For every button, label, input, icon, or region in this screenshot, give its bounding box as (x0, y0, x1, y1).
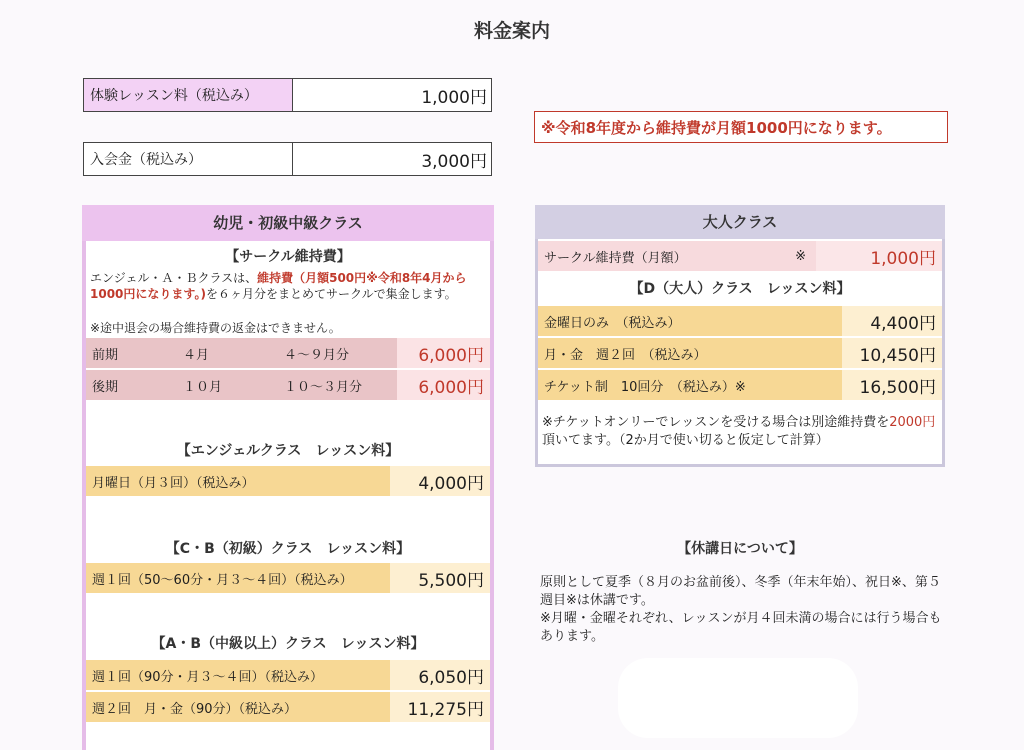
cb-fee-row (86, 563, 490, 593)
adult-panel-header: 大人クラス (535, 205, 945, 239)
kids-circle-text-1: エンジェル・Ａ・Ｂクラスは、 (90, 271, 258, 285)
holiday-text-2: ※月曜・金曜それぞれ、レッスンが月４回未満の場合には行う場合もあります。 (540, 611, 942, 644)
adult-fee-label: チケット制 10回分 （税込み）※ (538, 370, 842, 400)
period-row (86, 370, 490, 400)
ab-fee-label: 週２回 月・金（90分）（税込み） (86, 692, 390, 722)
redacted-area (618, 658, 858, 738)
kids-circle-title: 【サークル維持費】 (225, 249, 351, 265)
ticket-note (542, 414, 938, 450)
ticket-note-text-1: ※チケットオンリーでレッスンを受ける場合は別途維持費を (542, 415, 890, 430)
adult-fee-row (538, 306, 942, 336)
page-title: 料金案内 (473, 20, 550, 42)
trial-fee-value: 1,000円 (421, 87, 487, 108)
period-term: 前期 (86, 338, 177, 368)
cb-fee-value: 5,500円 (390, 563, 490, 593)
holiday-title: 【休講日について】 (677, 541, 803, 557)
adult-fee-label: 月・金 週２回 （税込み） (538, 338, 842, 368)
cb-fee-label: 週１回（50～60分・月３～４回）（税込み） (86, 563, 390, 593)
admission-fee-box (83, 142, 492, 176)
admission-fee-value: 3,000円 (421, 151, 487, 172)
adult-fee-value: 16,500円 (842, 370, 942, 400)
period-month: ４月 (177, 338, 278, 368)
adult-fee-label: 金曜日のみ （税込み） (538, 306, 842, 336)
ticket-note-text-2: 頂いてます。（2か月で使い切ると仮定して計算） (542, 433, 829, 448)
adult-circle-value: 1,000円 (816, 241, 942, 271)
adult-fee-row (538, 338, 942, 368)
adult-fee-value: 4,400円 (842, 306, 942, 336)
kids-circle-text-2: を６ヶ月分をまとめてサークルで集金します。 (205, 287, 457, 301)
notice-box: ※令和8年度から維持費が月額1000円になります。 (534, 111, 948, 143)
adult-d-class-title: 【D（大人）クラス レッスン料】 (629, 281, 851, 297)
angel-fee-value: 4,000円 (390, 466, 490, 496)
angel-fee-label: 月曜日（月３回）（税込み） (86, 466, 390, 496)
period-range: １０～３月分 (278, 370, 397, 400)
kids-panel-header: 幼児・初級中級クラス (82, 205, 494, 241)
adult-circle-row (538, 241, 942, 271)
ab-fee-row (86, 692, 490, 722)
ab-class-title: 【A・B（中級以上）クラス レッスン料】 (151, 636, 425, 652)
trial-fee-label: 体験レッスン料（税込み） (84, 79, 293, 111)
adult-fee-value: 10,450円 (842, 338, 942, 368)
ab-fee-value: 11,275円 (390, 692, 490, 722)
angel-fee-row (86, 466, 490, 496)
kids-circle-text-red: 維持費（月額500円※令和8年4月から1000円になります。) (90, 271, 467, 301)
kids-circle-note: ※途中退会の場合維持費の返金はできません。 (90, 321, 341, 335)
ab-fee-row (86, 660, 490, 690)
admission-fee-label: 入会金（税込み） (84, 143, 293, 175)
adult-circle-label: サークル維持費（月額） (544, 250, 687, 266)
period-month: １０月 (177, 370, 278, 400)
period-amount: 6,000円 (397, 338, 490, 368)
period-term: 後期 (86, 370, 177, 400)
kids-circle-description (90, 270, 486, 302)
adult-circle-mark: ※ (795, 248, 806, 264)
period-amount: 6,000円 (397, 370, 490, 400)
ab-fee-value: 6,050円 (390, 660, 490, 690)
holiday-text-1: 原則として夏季（８月のお盆前後）、冬季（年末年始）、祝日※、第５週目※は休講です。 (540, 575, 941, 608)
ticket-note-red: 2000円 (889, 415, 936, 430)
angel-class-title: 【エンジェルクラス レッスン料】 (176, 443, 400, 459)
ab-fee-label: 週１回（90分・月３～４回）（税込み） (86, 660, 390, 690)
period-range: ４～９月分 (278, 338, 397, 368)
trial-fee-box (83, 78, 492, 112)
adult-circle-label-cell (538, 241, 816, 271)
period-row (86, 338, 490, 368)
adult-fee-row (538, 370, 942, 400)
cb-class-title: 【C・B（初級）クラス レッスン料】 (165, 541, 411, 557)
